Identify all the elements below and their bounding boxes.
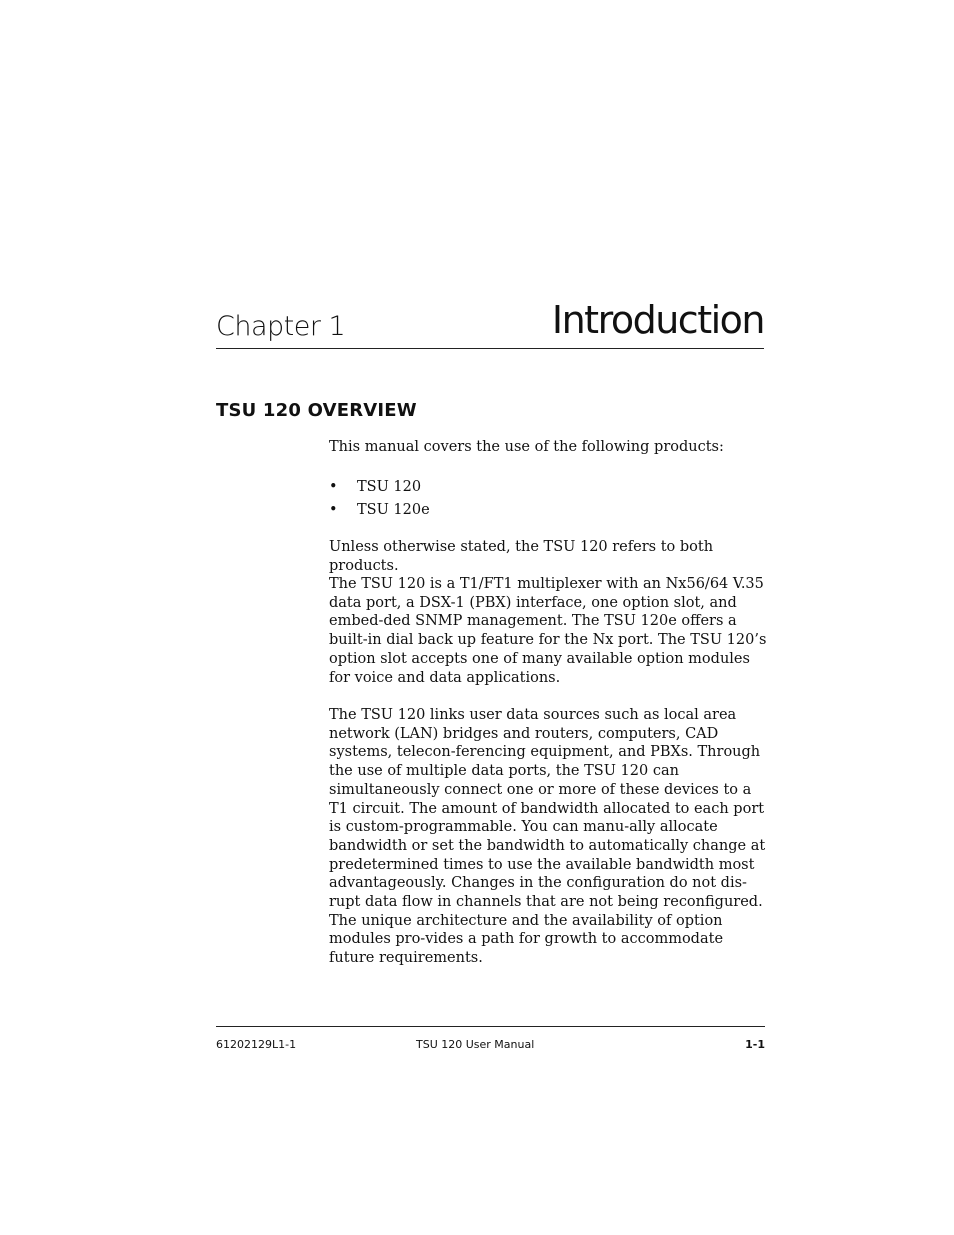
product-list [329, 478, 430, 524]
paragraph-scope: Unless otherwise stated, the TSU 120 refers to both products. [329, 539, 714, 574]
list-item [329, 478, 430, 501]
chapter-label: Chapter 1 [216, 311, 346, 342]
product-name: TSU 120 [357, 479, 422, 495]
paragraph-capabilities: The TSU 120 links user data sources such as local area network (LAN) bridges and routers, computers, CAD systems, telecon-ferencing equipment, and PBXs. Through the use of multiple data ports, the TSU 120 can simultaneously connect one or more of these devices to a T1 circuit. The amount of bandwidth allocated to each port is custom-programmable. You can manu-ally allocate bandwidth or set the bandwidth to automatically change at predetermined times to use the available bandwidth most advantageously. Changes in the configuration do not dis-rupt data flow in channels that are not being reconfigured. The unique architecture and the availability of option modules pro-vides a path for growth to accommodate future requirements. [329, 707, 766, 967]
chapter-title: Introduction [551, 298, 764, 342]
product-name: TSU 120e [357, 502, 430, 518]
paragraph-description: The TSU 120 is a T1/FT1 multiplexer with an Nx56/64 V.35 data port, a DSX-1 (PBX) interface, one option slot, and embed-ded SNMP management. The TSU 120e offers a built-in dial back up feature for the Nx port. The TSU 120’s option slot accepts one of many available option modules for voice and data applications. [329, 576, 767, 686]
footer-doc-number: 61202129L1-1 [216, 1038, 297, 1051]
footer-page-number: 1-1 [745, 1038, 765, 1051]
footer-manual-title: TSU 120 User Manual [416, 1038, 535, 1051]
bullet-icon: • [329, 502, 338, 518]
section-heading: TSU 120 OVERVIEW [216, 400, 417, 421]
page-footer [216, 1026, 765, 1053]
intro-paragraph: This manual covers the use of the following products: [329, 439, 724, 455]
list-item [329, 501, 430, 524]
bullet-icon: • [329, 479, 338, 495]
chapter-header [216, 290, 764, 349]
